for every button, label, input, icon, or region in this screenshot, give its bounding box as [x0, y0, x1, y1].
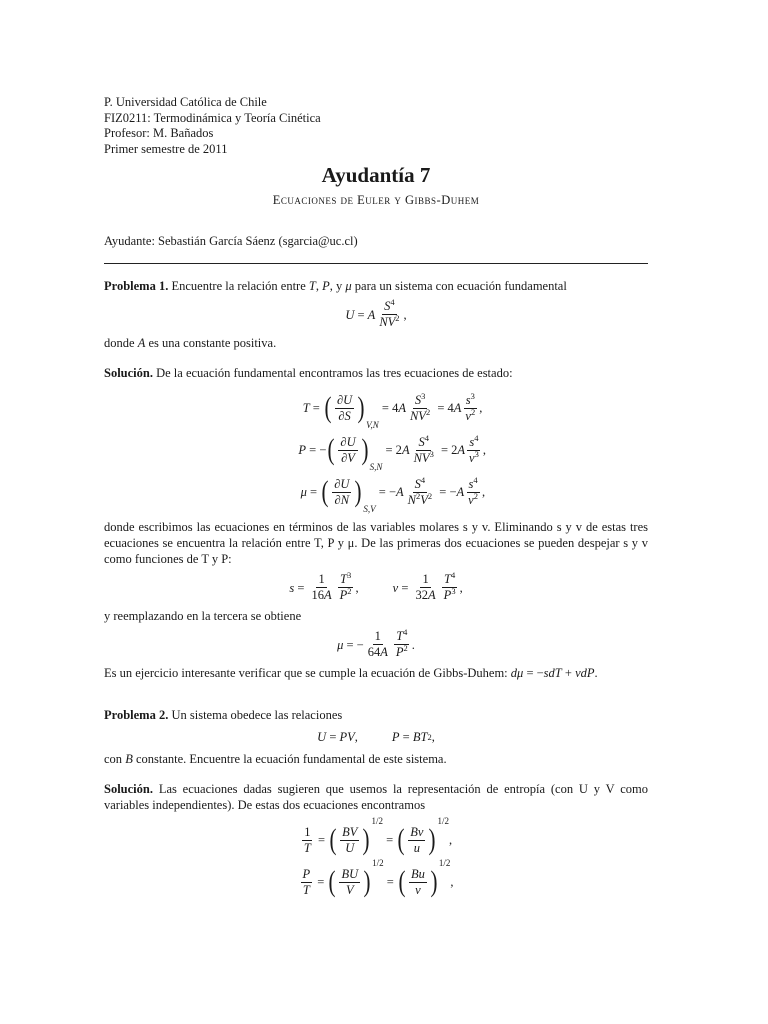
- document-header: [104, 94, 648, 156]
- horizontal-rule: [104, 263, 648, 264]
- problem-1-constant-note: donde A es una constante positiva.: [104, 336, 277, 350]
- solution-2-label: Solución.: [104, 782, 153, 796]
- equation-chemical-potential: μ = ( $\frac{\partial U}{\partial N}$ ) S,V = − A $\frac{S^4}{N^2V^2}$ = − A $\frac{s^4}{v^2}$ ,: [300, 474, 486, 514]
- ayudante-line: Ayudante: Sebastián García Sáenz (sgarcia@uc.cl): [104, 234, 358, 248]
- s-v-solutions: s = $\frac{1}{16A}$ $\frac{T^3}{P^2}$ , v = $\frac{1}{32A}$ $\frac{T^4}{P^3}$ ,: [289, 569, 463, 602]
- problem-1-paragraph-3: Es un ejercicio interesante verificar que se cumple la ecuación de Gibbs-Duhem: dμ = −sdT + vdP.: [104, 666, 598, 680]
- document-page: [104, 94, 648, 909]
- equation-p-over-t: $\frac{P}{T}$ = ( $\frac{BU}{V}$ ) 1/2 = ( $\frac{Bu}{v}$ ) 1/2 ,: [302, 858, 454, 898]
- document-title: Ayudantía 7: [321, 163, 431, 187]
- mu-result: μ = − $\frac{1}{64A}$ $\frac{T^4}{P^2}$ .: [337, 626, 415, 659]
- document-subtitle: Ecuaciones de Euler y Gibbs-Duhem: [272, 193, 480, 207]
- problem-1-solution-intro: Solución. De la ecuación fundamental encontramos las tres ecuaciones de estado:: [104, 366, 513, 380]
- problem-1-statement: Problema 1. Encuentre la relación entre T, P, y μ para un sistema con ecuación fundamental: [104, 279, 567, 293]
- header-professor: Profesor: M. Bañados: [104, 126, 214, 140]
- equation-temperature: T = ( $\frac{\partial U}{\partial S}$ ) V,N = 4 A $\frac{S^3}{NV^2}$ = 4 A $\frac{s^3}{v^2}$ ,: [302, 390, 483, 430]
- problem-2-equations: [104, 816, 648, 903]
- equation-pressure: P = − ( $\frac{\partial U}{\partial V}$ ) S,N = 2 A $\frac{S^4}{NV^3}$ = 2 A $\frac{s^4}{v^3}$ ,: [298, 432, 486, 472]
- header-course: FIZ0211: Termodinámica y Teoría Cinética: [104, 110, 321, 125]
- header-university: P. Universidad Católica de Chile: [104, 95, 267, 109]
- problem-1-paragraph-1: donde escribimos las ecuaciones en términos de las variables molares s y v. Eliminando s y v de estas tres ecuaciones se encuentra la relación entre T, P y μ. De las primeras dos ecuaciones se pueden despejar s y v como funciones de T y P:: [104, 520, 648, 566]
- problem-2-constant-note: con B constante. Encuentre la ecuación fundamental de este sistema.: [104, 752, 447, 766]
- equations-of-state: [104, 387, 648, 513]
- fundamental-equation: U = A $\frac{S^4}{NV^2}$ ,: [345, 296, 407, 329]
- problem-1-label: Problema 1.: [104, 279, 169, 293]
- problem-2-solution-intro: Solución. Las ecuaciones dadas sugieren que usemos la representación de entropía (con U y V como variables independientes). De estas dos ecuaciones encontramos: [104, 782, 649, 812]
- problem-1-paragraph-2: y reemplazando en la tercera se obtiene: [104, 609, 302, 623]
- equation-inverse-temperature: $\frac{1}{T}$ = ( $\frac{BV}{U}$ ) 1/2 = ( $\frac{Bv}{u}$ ) 1/2 ,: [303, 816, 453, 856]
- problem-2-statement: Problema 2. Un sistema obedece las relaciones: [104, 708, 343, 722]
- header-semester: Primer semestre de 2011: [104, 141, 228, 156]
- solution-1-label: Solución.: [104, 366, 153, 380]
- problem-2-label: Problema 2.: [104, 708, 169, 722]
- problem-2-relations: U = PV , P = BT 2 ,: [317, 730, 435, 744]
